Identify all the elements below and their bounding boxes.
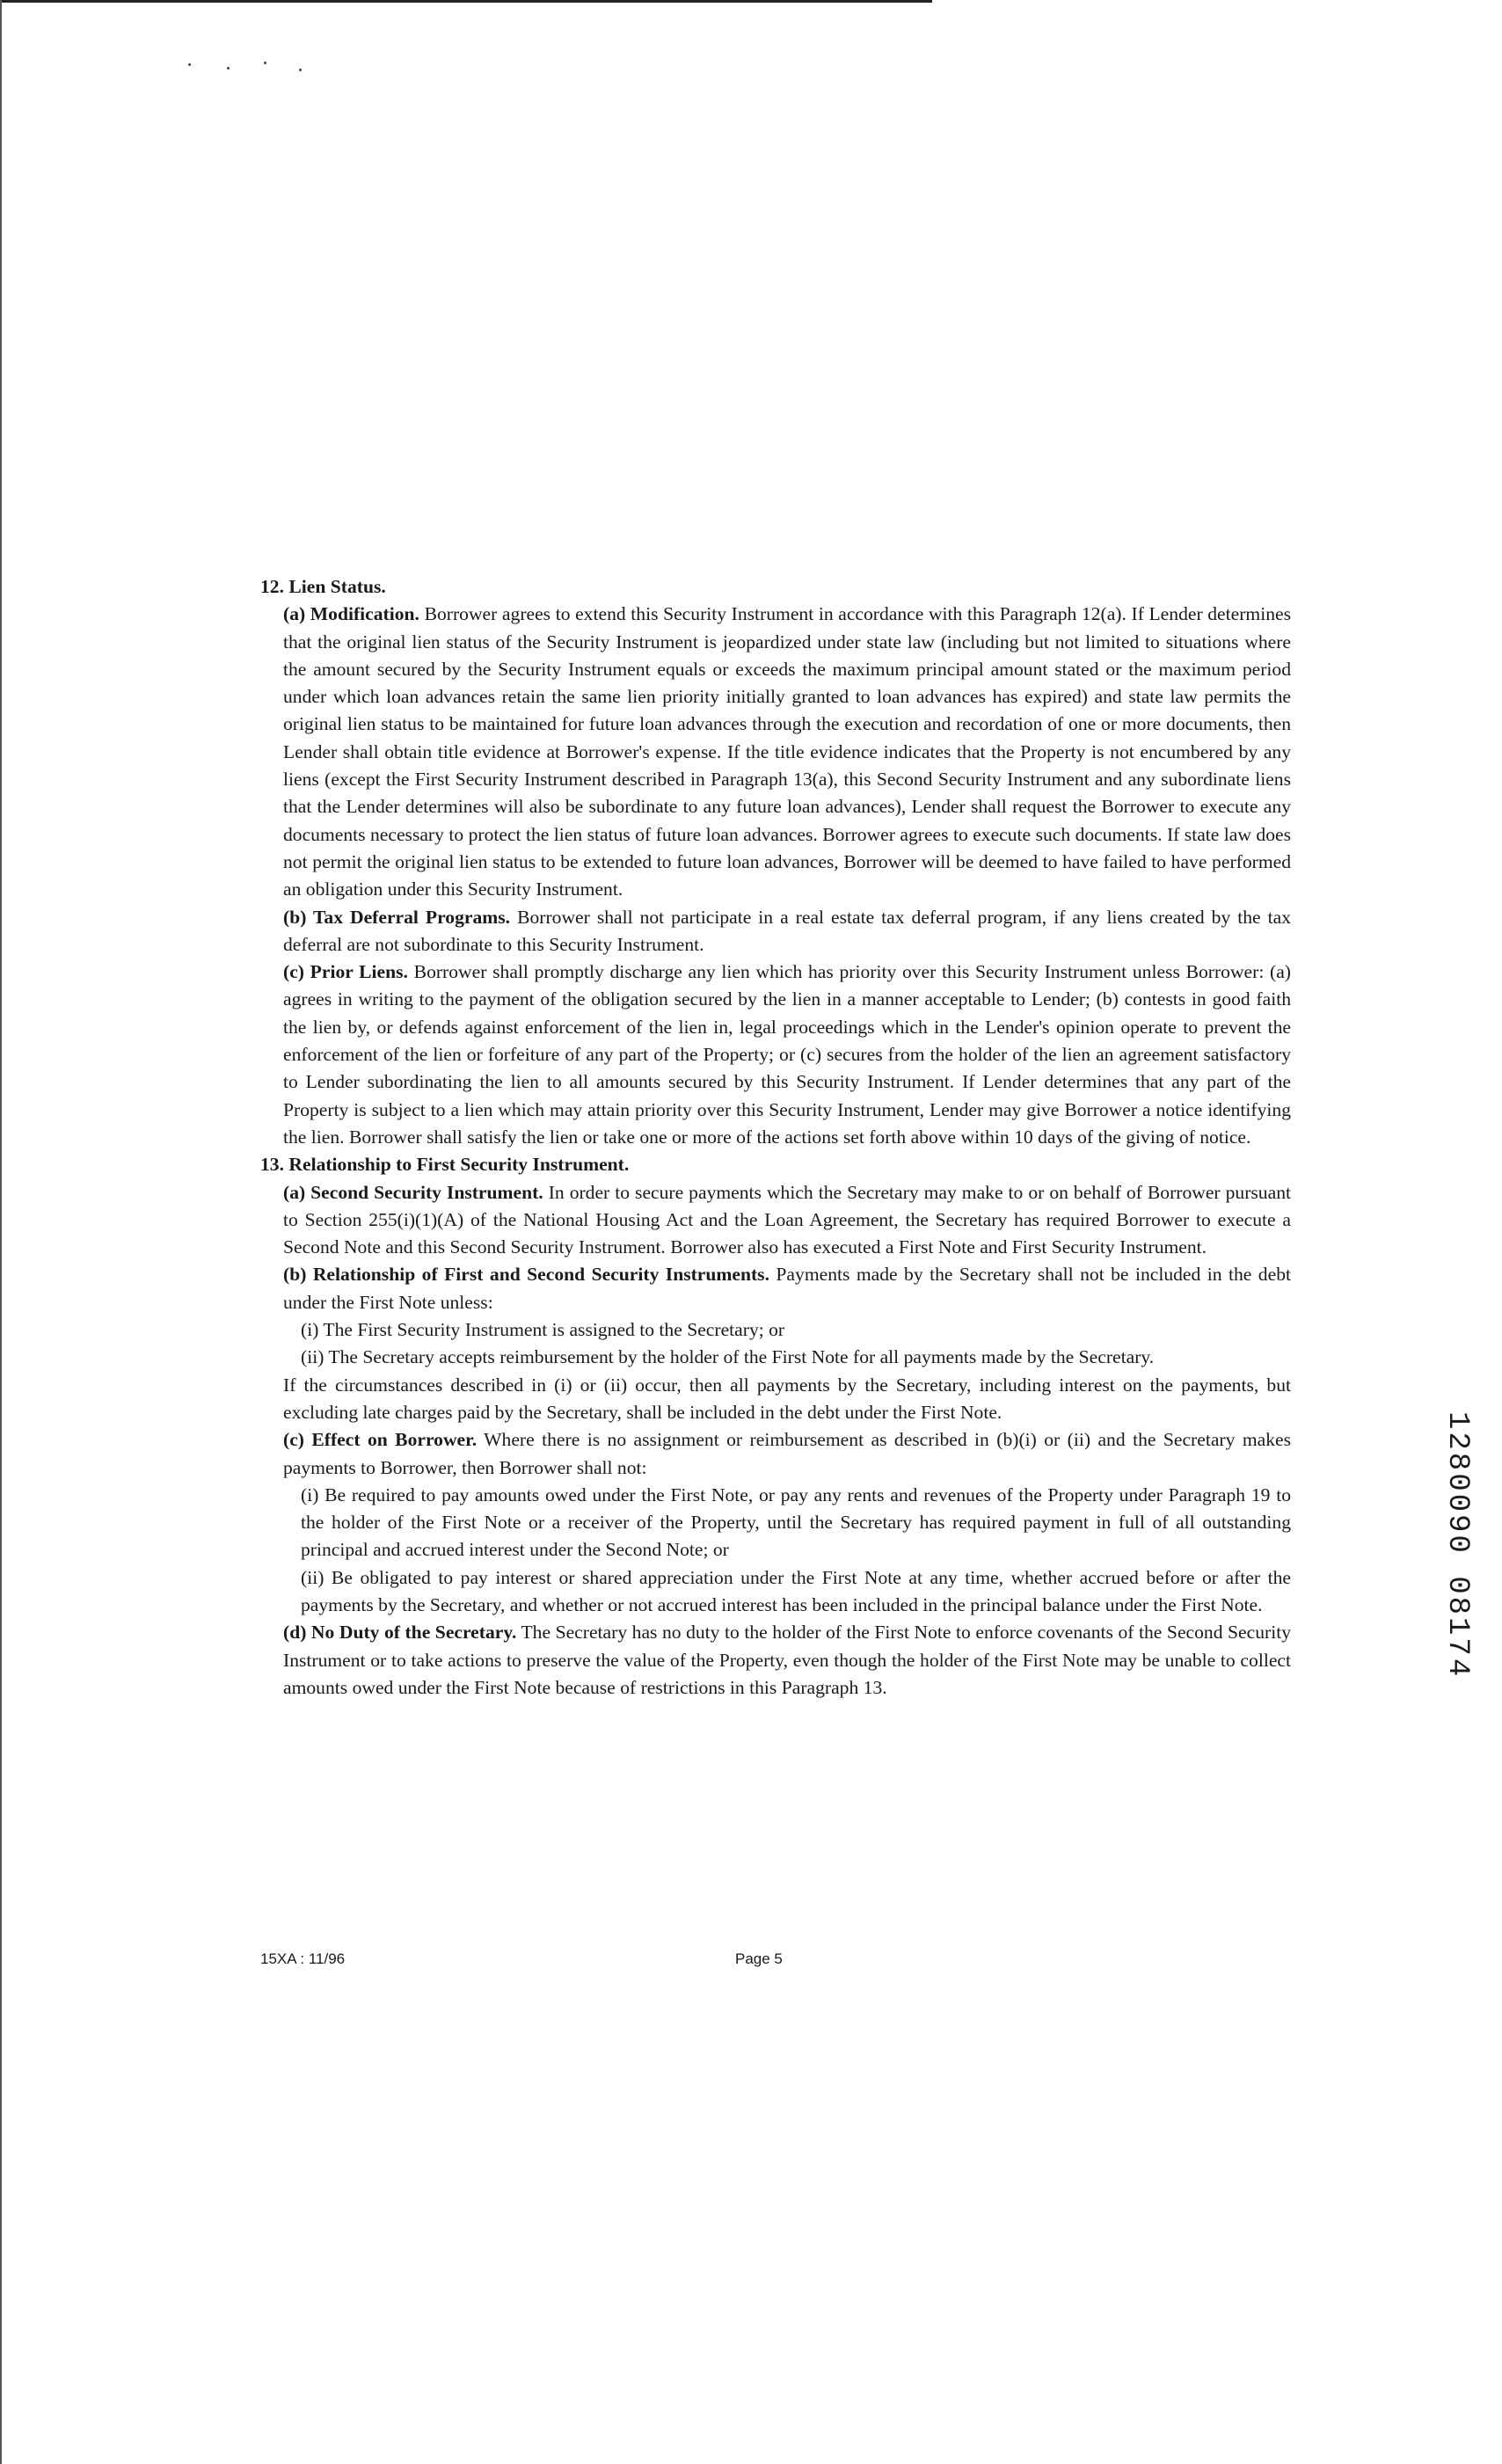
section-13b-after-text: If the circumstances described in (i) or (ii) occur, then all payments by the Secretary, including interest on the payments, but excluding late charges paid by the Secretary, shall be included in the debt under the First Note. xyxy=(283,1374,1291,1423)
section-13a-label: (a) Second Security Instrument. xyxy=(283,1181,543,1203)
section-13c-text: Where there is no assignment or reimbursement as described in (b)(i) or (ii) and the Secretary makes payments to Borrower, then Borrower shall not: xyxy=(283,1429,1291,1478)
document-body xyxy=(260,573,1291,1702)
section-13b-paragraph xyxy=(260,1261,1291,1316)
section-13d-label: (d) No Duty of the Secretary. xyxy=(283,1622,517,1644)
section-12a-text: Borrower agrees to extend this Security Instrument in accordance with this Paragraph 12(a). If Lender determines that the original lien status of the Security Instrument is jeopardized under state law (including but not limited to situations where the amount secured by the Security Instrument equals or exceeds the maximum principal amount stated or the maximum period under which loan advances retain the same lien priority initially granted to loan advances has expired) and state law permits the original lien status to be maintained for future loan advances through the execution and recordation of one or more documents, then Lender shall obtain title evidence at Borrower's expense. If the title evidence indicates that the Property is not encumbered by any liens (except the First Security Instrument described in Paragraph 13(a), this Second Security Instrument and any subordinate liens that the Lender determines will also be subordinate to any future loan advances), Lender shall request the Borrower to execute any documents necessary to protect the lien status of future loan advances. Borrower agrees to execute such documents. If state law does not permit the original lien status to be extended to future loan advances, Borrower will be deemed to have failed to have performed an obligation under this Security Instrument. xyxy=(283,603,1291,900)
section-12a-label: (a) Modification. xyxy=(283,603,419,625)
side-recording-number-text: 1280090 08174 xyxy=(1440,1411,1474,1680)
scan-top-border xyxy=(0,0,932,3)
section-12b-label: (b) Tax Deferral Programs. xyxy=(283,906,511,928)
section-12a-paragraph xyxy=(260,601,1291,903)
section-13c-item-i: (i) Be required to pay amounts owed under the First Note, or pay any rents and revenues of the Property under Paragraph 19 to the holder of the First Note or a receiver of the Property, until the Secretary has required payment in full of all outstanding principal and accrued interest under the Second Note; or xyxy=(301,1484,1291,1561)
form-code: 15XA : 11/96 xyxy=(260,1950,346,1967)
section-13b-item-ii: (ii) The Secretary accepts reimbursement by the holder of the First Note for all payments made by the Secretary. xyxy=(301,1346,1155,1368)
section-13-heading: 13. Relationship to First Security Instrument. xyxy=(260,1154,630,1176)
section-13d-text: The Secretary has no duty to the holder of the First Note to enforce covenants of the Second Security Instrument or to take actions to preserve the value of the Property, even though the holder of the First Note may be unable to collect amounts owed under the First Note because of restrictions in this Paragraph 13. xyxy=(283,1622,1291,1698)
page-number: Page 5 xyxy=(735,1950,783,1967)
section-13c-label: (c) Effect on Borrower. xyxy=(283,1429,478,1451)
section-12b-text: Borrower shall not participate in a real estate tax deferral program, if any liens created by the tax deferral are not subordinate to this Security Instrument. xyxy=(283,906,1292,955)
section-12c-label: (c) Prior Liens. xyxy=(283,961,408,983)
section-13c-paragraph xyxy=(260,1426,1291,1482)
section-13a-paragraph xyxy=(260,1179,1291,1262)
scan-left-border xyxy=(0,0,2,2464)
section-12c-paragraph xyxy=(260,959,1291,1151)
side-recording-number xyxy=(1435,1411,1488,1680)
section-12c-text: Borrower shall promptly discharge any lien which has priority over this Security Instrument unless Borrower: (a) agrees in writing to the payment of the obligation secured by the lien in a manner acceptable to Lender; (b) contests in good faith the lien by, or defends against enforcement of the lien in, legal proceedings which in the Lender's opinion operate to prevent the enforcement of the lien or forfeiture of any part of the Property; or (c) secures from the holder of the lien an agreement satisfactory to Lender subordinating the lien to all amounts secured by this Security Instrument. If Lender determines that any part of the Property is subject to a lien which may attain priority over this Security Instrument, Lender may give Borrower a notice identifying the lien. Borrower shall satisfy the lien or take one or more of the actions set forth above within 10 days of the giving of notice. xyxy=(283,961,1291,1148)
section-13d-paragraph xyxy=(260,1619,1291,1702)
section-13c-item-ii: (ii) Be obligated to pay interest or shared appreciation under the First Note at any time, whether accrued before or after the payments by the Secretary, and whether or not accrued interest has been included in the principal balance under the First Note. xyxy=(301,1566,1291,1615)
section-12b-paragraph xyxy=(260,904,1291,959)
section-13b-label: (b) Relationship of First and Second Security Instruments. xyxy=(283,1264,769,1286)
section-12-heading: 12. Lien Status. xyxy=(260,576,386,597)
scan-specks xyxy=(185,60,308,72)
section-13b-item-i: (i) The First Security Instrument is assigned to the Secretary; or xyxy=(301,1319,785,1341)
section-13b-text: Payments made by the Secretary shall not be included in the debt under the First Note unless: xyxy=(283,1264,1291,1313)
section-13a-text: In order to secure payments which the Secretary may make to or on behalf of Borrower pursuant to Section 255(i)(1)(A) of the National Housing Act and the Loan Agreement, the Secretary has required Borrower to execute a Second Note and this Second Security Instrument. Borrower also has executed a First Note and First Security Instrument. xyxy=(283,1181,1291,1258)
